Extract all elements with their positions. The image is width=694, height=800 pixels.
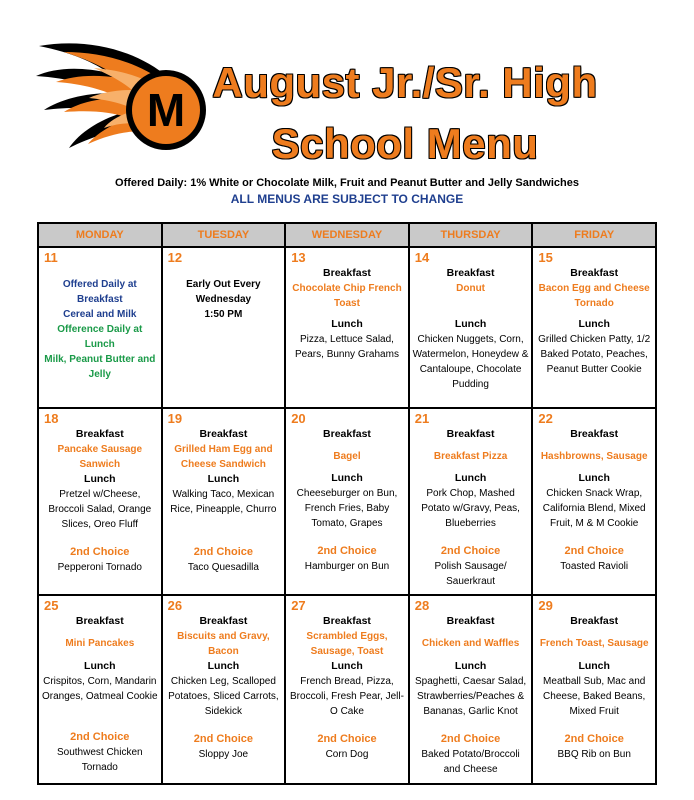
second-choice-item: Sloppy Joe	[198, 749, 249, 760]
offered-lunch-item: Milk, Peanut Butter and Jelly	[44, 354, 156, 380]
date-number: 29	[538, 598, 553, 613]
date-number: 11	[44, 250, 58, 265]
day-thursday: THURSDAY	[409, 223, 533, 247]
lunch-label: Lunch	[578, 472, 610, 484]
date-number: 21	[414, 411, 430, 426]
lunch-label: Lunch	[578, 660, 610, 672]
lunch-item: Chicken Leg, Scalloped Potatoes, Sliced Carrots, Sidekick	[168, 676, 279, 717]
day-monday: MONDAY	[38, 223, 162, 247]
second-choice-item: Toasted Ravioli	[560, 561, 629, 572]
breakfast-label: Breakfast	[75, 615, 124, 627]
lunch-item: Chicken Nuggets, Corn, Watermelon, Honeydew & Cantaloupe, Chocolate Pudding	[412, 334, 529, 390]
breakfast-item: Donut	[456, 283, 486, 294]
lunch-item: Pizza, Lettuce Salad, Pears, Bunny Grahams	[295, 334, 399, 360]
breakfast-item: Hashbrowns, Sausage	[540, 451, 648, 462]
second-choice-item: Pepperoni Tornado	[57, 562, 142, 573]
second-choice-item: Corn Dog	[325, 749, 369, 760]
second-choice-item: Polish Sausage/ Sauerkraut	[434, 561, 507, 587]
lunch-label: Lunch	[454, 660, 487, 672]
lunch-item: Crispitos, Corn, Mandarin Oranges, Oatmeal Cookie	[41, 676, 158, 702]
offered-breakfast-item: Cereal and Milk	[63, 309, 137, 320]
lunch-item: Grilled Chicken Patty, 1/2 Baked Potato, Peaches, Peanut Butter Cookie	[538, 334, 651, 375]
date-number: 20	[291, 411, 306, 426]
breakfast-label: Breakfast	[446, 615, 495, 627]
second-choice-label: 2nd Choice	[440, 545, 501, 557]
breakfast-item: Grilled Ham Egg and Cheese Sandwich	[174, 444, 273, 470]
date-number: 22	[538, 411, 553, 426]
lunch-label: Lunch	[207, 473, 240, 485]
lunch-item: Pork Chop, Mashed Potato w/Gravy, Peas, Blueberries	[421, 488, 520, 529]
week-row-2	[38, 408, 656, 595]
lunch-item: Spaghetti, Caesar Salad, Strawberries/Peaches & Bananas, Garlic Knot	[414, 676, 527, 717]
breakfast-item: Chocolate Chip French Toast	[292, 283, 402, 309]
second-choice-label: 2nd Choice	[193, 733, 254, 745]
day-header-row	[38, 223, 656, 247]
breakfast-label: Breakfast	[323, 267, 371, 279]
breakfast-item: Breakfast Pizza	[433, 451, 508, 462]
offered-breakfast-label: Offered Daily at Breakfast	[62, 279, 137, 305]
breakfast-item: Biscuits and Gravy, Bacon	[177, 631, 270, 657]
date-number: 19	[167, 411, 183, 426]
day-wednesday: WEDNESDAY	[285, 223, 409, 247]
breakfast-label: Breakfast	[570, 615, 619, 627]
second-choice-label: 2nd Choice	[564, 545, 624, 557]
day-cell	[409, 247, 533, 408]
breakfast-label: Breakfast	[199, 615, 248, 627]
day-cell	[532, 408, 656, 595]
day-cell	[285, 595, 409, 784]
offered-lunch-label: Ofference Daily at Lunch	[57, 324, 143, 350]
day-tuesday: TUESDAY	[162, 223, 286, 247]
lunch-label: Lunch	[84, 660, 116, 672]
breakfast-item: Bagel	[333, 451, 361, 462]
second-choice-item: Baked Potato/Broccoli and Cheese	[421, 749, 520, 775]
breakfast-label: Breakfast	[570, 267, 619, 279]
day-cell	[38, 595, 162, 784]
lunch-label: Lunch	[331, 318, 363, 330]
lunch-item: Chicken Snack Wrap, California Blend, Mixed Fruit, M & M Cookie	[542, 488, 646, 529]
lunch-label: Lunch	[331, 472, 363, 484]
second-choice-item: Southwest Chicken Tornado	[56, 747, 143, 773]
second-choice-label: 2nd Choice	[70, 546, 130, 558]
lunch-label: Lunch	[454, 472, 487, 484]
lunch-item: Walking Taco, Mexican Rice, Pineapple, Churro	[170, 489, 277, 515]
breakfast-item: Pancake Sausage Sanwich	[57, 444, 143, 470]
logo-letter: M	[146, 84, 186, 136]
day-cell	[409, 408, 533, 595]
second-choice-item: BBQ Rib on Bun	[557, 749, 631, 760]
breakfast-label: Breakfast	[446, 267, 495, 279]
lunch-label: Lunch	[454, 318, 487, 330]
menu-calendar	[37, 222, 657, 785]
date-number: 28	[414, 598, 430, 613]
breakfast-item: Chicken and Waffles	[421, 638, 520, 649]
second-choice-item: Hamburger on Bun	[304, 561, 390, 572]
breakfast-item: Bacon Egg and Cheese Tornado	[538, 283, 650, 309]
date-number: 13	[291, 250, 306, 265]
day-cell	[162, 408, 286, 595]
day-cell	[162, 595, 286, 784]
day-cell	[162, 247, 286, 408]
breakfast-label: Breakfast	[323, 615, 371, 627]
change-notice: ALL MENUS ARE SUBJECT TO CHANGE	[230, 192, 464, 206]
day-cell	[38, 408, 162, 595]
second-choice-label: 2nd Choice	[70, 731, 130, 743]
second-choice-label: 2nd Choice	[317, 545, 377, 557]
breakfast-item: Scrambled Eggs, Sausage, Toast	[306, 631, 388, 657]
breakfast-item: Mini Pancakes	[65, 638, 135, 649]
school-logo	[34, 38, 214, 168]
second-choice-label: 2nd Choice	[193, 546, 254, 558]
lunch-item: Pretzel w/Cheese, Broccoli Salad, Orange Slices, Oreo Fluff	[48, 489, 152, 530]
day-cell	[285, 408, 409, 595]
lunch-label: Lunch	[84, 473, 116, 485]
week-row-3	[38, 595, 656, 784]
lunch-item: French Bread, Pizza, Broccoli, Fresh Pear, Jell-O Cake	[290, 676, 404, 717]
day-cell	[532, 247, 656, 408]
second-choice-label: 2nd Choice	[564, 733, 624, 745]
breakfast-label: Breakfast	[199, 428, 248, 440]
date-number: 18	[44, 411, 59, 426]
lunch-label: Lunch	[207, 660, 240, 672]
day-cell	[409, 595, 533, 784]
second-choice-label: 2nd Choice	[317, 733, 377, 745]
date-number: 26	[167, 598, 183, 613]
week-row-1	[38, 247, 656, 408]
breakfast-label: Breakfast	[446, 428, 495, 440]
early-out-time: 1:50 PM	[204, 309, 243, 320]
breakfast-label: Breakfast	[323, 428, 371, 440]
date-number: 25	[44, 598, 59, 613]
lunch-item: Cheeseburger on Bun, French Fries, Baby Tomato, Grapes	[296, 488, 398, 529]
second-choice-item: Taco Quesadilla	[187, 562, 259, 573]
day-friday: FRIDAY	[532, 223, 656, 247]
offered-daily-note: Offered Daily: 1% White or Chocolate Milk, Fruit and Peanut Butter and Jelly Sandwiches	[115, 177, 579, 189]
lunch-label: Lunch	[578, 318, 610, 330]
day-cell	[532, 595, 656, 784]
breakfast-item: French Toast, Sausage	[539, 638, 649, 649]
day-cell	[38, 247, 162, 408]
date-number: 15	[538, 250, 553, 265]
lunch-item: Meatball Sub, Mac and Cheese, Baked Beans, Mixed Fruit	[543, 676, 646, 717]
date-number: 12	[167, 250, 183, 265]
early-out-note: Early Out Every Wednesday	[186, 279, 261, 305]
date-number: 14	[414, 250, 430, 265]
page-title	[190, 52, 620, 174]
lunch-label: Lunch	[331, 660, 363, 672]
breakfast-label: Breakfast	[570, 428, 619, 440]
date-number: 27	[291, 598, 306, 613]
breakfast-label: Breakfast	[75, 428, 124, 440]
title-line-1: August Jr./Sr. High	[212, 59, 598, 106]
title-line-2: School Menu	[271, 120, 539, 167]
second-choice-label: 2nd Choice	[440, 733, 501, 745]
day-cell	[285, 247, 409, 408]
